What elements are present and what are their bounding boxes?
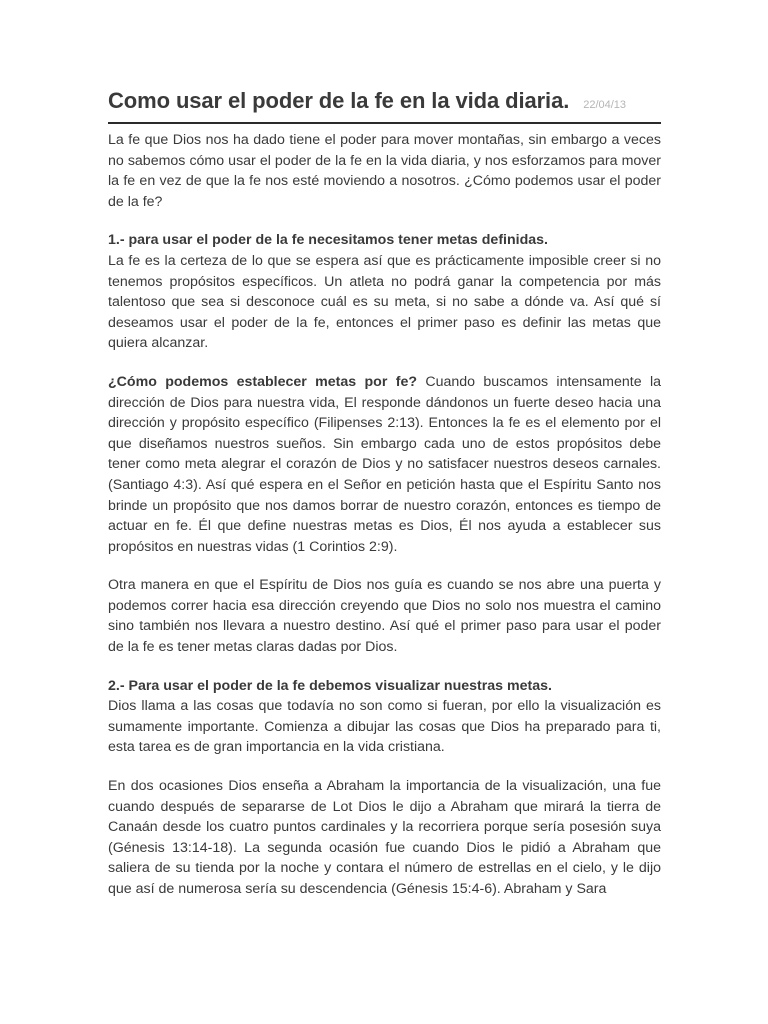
article-body	[108, 130, 661, 900]
question-lead: ¿Cómo podemos establecer metas por fe?	[108, 373, 418, 390]
section-2-body: Dios llama a las cosas que todavía no son como si fueran, por ello la visualización es sumamente importante. Comienza a dibujar las cosas que Dios ha preparado para ti, esta tarea es de gran importancia en la vida cristiana.	[108, 698, 661, 756]
question-paragraph	[108, 372, 661, 557]
section-1-heading: 1.- para usar el poder de la fe necesitamos tener metas definidas.	[108, 232, 548, 249]
intro-paragraph: La fe que Dios nos ha dado tiene el poder para mover montañas, sin embargo a veces no sabemos cómo usar el poder de la fe en la vida diaria, y nos esforzamos para mover la fe en vez de que la fe nos esté moviendo a nosotros. ¿Cómo podemos usar el poder de la fe?	[108, 132, 661, 210]
section-1-body: La fe es la certeza de lo que se espera así que es prácticamente imposible creer si no tenemos propósitos específicos. Un atleta no podrá ganar la competencia por más talentoso que sea si desconoce cuál es su meta, si no sabe a dónde va. Así qué sí deseamos usar el poder de la fe, entonces el primer paso es definir las metas que quiera alcanzar.	[108, 252, 661, 352]
question-body: Cuando buscamos intensamente la dirección de Dios para nuestra vida, El responde dándonos un fuerte deseo hacia una dirección y propósito específico (Filipenses 2:13). Entonces la fe es el elemento por el que diseñamos nuestros sueños. Sin embargo cada uno de estos propósitos debe tener como meta alegrar el corazón de Dios y no satisfacer nuestros deseos carnales. (Santiago 4:3). Así qué espera en el Señor en petición hasta que el Espíritu Santo nos brinde un propósito que nos damos borrar de nuestro corazón, entonces es tiempo de actuar en fe. Él que define nuestras metas es Dios, Él nos ayuda a establecer sus propósitos en nuestras vidas (1 Corintios 2:9).	[108, 373, 661, 555]
door-paragraph: Otra manera en que el Espíritu de Dios nos guía es cuando se nos abre una puerta y podemos correr hacia esa dirección creyendo que Dios no solo nos muestra el camino sino también nos llevara a nuestro destino. Así qué el primer paso para usar el poder de la fe es tener metas claras dadas por Dios.	[108, 577, 661, 656]
abraham-paragraph: En dos ocasiones Dios enseña a Abraham la importancia de la visualización, una fue cuando después de separarse de Lot Dios le dijo a Abraham que mirará la tierra de Canaán desde los cuatro puntos cardinales y la recorriera porque sería posesión suya (Génesis 13:14-18). La segunda ocasión fue cuando Dios le pidió a Abraham que saliera de su tienda por la noche y contara el número de estrellas en el cielo, y le dijo que así de numerosa sería su descendencia (Génesis 15:4-6). Abraham y Sara	[108, 778, 661, 897]
page-title: Como usar el poder de la fe en la vida diaria.	[108, 88, 570, 113]
section-1	[108, 230, 661, 354]
title-row	[108, 88, 661, 124]
document-page	[108, 88, 661, 918]
section-2	[108, 676, 661, 758]
post-date: 22/04/13	[583, 99, 627, 111]
section-2-heading: 2.- Para usar el poder de la fe debemos visualizar nuestras metas.	[108, 677, 552, 694]
